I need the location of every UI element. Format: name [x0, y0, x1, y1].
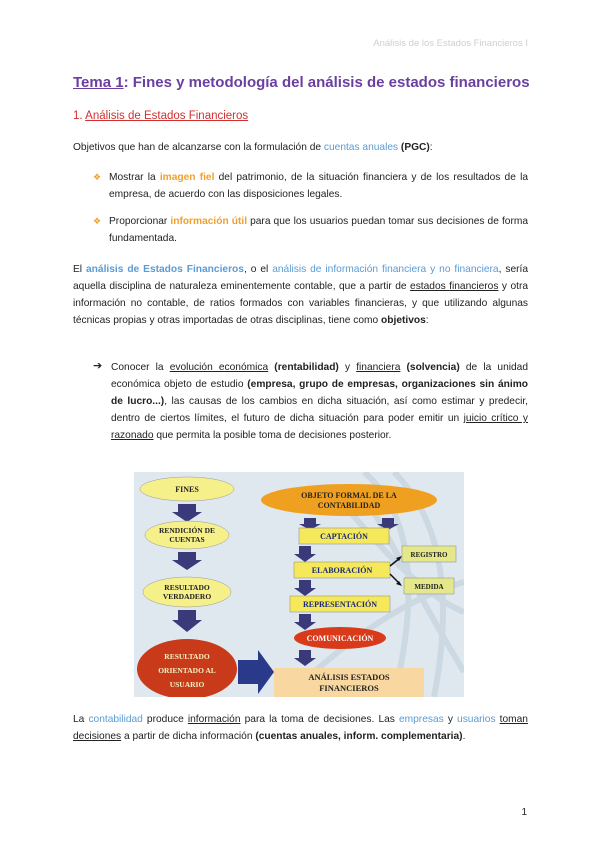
arrow-bullet-icon: ➔	[93, 360, 103, 372]
objeto-node	[261, 484, 437, 516]
down-arrow-icon	[172, 610, 202, 632]
analisis-label-2: FINANCIEROS	[319, 683, 379, 693]
elaboracion-label: ELABORACIÓN	[311, 566, 373, 575]
registro-label: REGISTRO	[410, 551, 448, 559]
medida-label: MEDIDA	[414, 583, 444, 591]
diamond-bullet-icon: ❖	[93, 216, 102, 226]
analisis-label-1: ANÁLISIS ESTADOS	[308, 672, 390, 682]
intro-paragraph: Objetivos que han de alcanzarse con la formulación de cuentas anuales (PGC):	[73, 142, 433, 153]
down-arrow-icon	[172, 552, 202, 570]
analysis-definition-paragraph: El análisis de Estados Financieros, o el análisis de información financiera y no financiera, sería aquella disciplina de naturaleza eminentemente contable, que a partir de estados financieros y otra información no contable, de ratios formados con variables financieras, y que utilizando algunas técnicas propias y otras importadas de otras disciplinas, tiene como objetivos:	[73, 264, 529, 326]
right-arrow-icon	[238, 650, 274, 694]
captacion-label: CAPTACIÓN	[320, 532, 368, 541]
running-header: Análisis de los Estados Financieros I	[373, 38, 528, 49]
orientado-label-1: RESULTADO	[164, 652, 210, 661]
section-heading: 1. Análisis de Estados Financieros	[73, 110, 249, 122]
objeto-label-2: CONTABILIDAD	[317, 501, 381, 510]
fines-label: FINES	[175, 485, 199, 494]
accounting-purpose-diagram	[134, 472, 464, 697]
down-arrow-icon	[294, 546, 316, 562]
objeto-label-1: OBJETO FORMAL DE LA	[301, 491, 397, 500]
rendicion-label-1: RENDICIÓN DE	[158, 526, 216, 535]
resultado-label-1: RESULTADO	[164, 583, 210, 592]
objective-bullet-2: Proporcionar información útil para que los usuarios puedan tomar sus decisiones de forma fundamentada.	[109, 216, 528, 244]
page-number: 1	[521, 807, 527, 818]
comunicacion-label: COMUNICACIÓN	[306, 634, 374, 643]
rendicion-label-2: CUENTAS	[169, 535, 205, 544]
objective-arrow-item: Conocer la evolución económica (rentabilidad) y financiera (solvencia) de la unidad económica objeto de estudio (empresa, grupo de empresas, organizaciones sin ánimo de lucro...), las causas de los cambios en dicha situación, así como estimar y predecir, dentro de ciertos límites, el futuro de dicha situación para poder emitir un juicio crítico y razonado que permita la posible toma de decisiones posterior.	[111, 362, 529, 441]
orientado-label-3: USUARIO	[169, 680, 205, 689]
orientado-label-2: ORIENTADO AL	[158, 666, 216, 675]
diamond-bullet-icon: ❖	[93, 172, 102, 182]
objective-bullet-1: Mostrar la imagen fiel del patrimonio, de la situación financiera y de los resultados de la empresa, de acuerdo con las disposiciones legales.	[109, 172, 529, 200]
down-arrow-icon	[172, 504, 202, 522]
representacion-label: REPRESENTACIÓN	[302, 600, 378, 609]
down-arrow-icon	[294, 580, 316, 596]
closing-paragraph: La contabilidad produce información para la toma de decisiones. Las empresas y usuarios toman decisiones a partir de dicha información (cuentas anuales, inform. complementaria).	[73, 714, 528, 742]
down-arrow-icon	[294, 614, 316, 630]
page-title: Tema 1: Fines y metodología del análisis de estados financieros	[73, 74, 530, 91]
resultado-label-2: VERDADERO	[162, 592, 212, 601]
down-arrow-icon	[294, 650, 316, 666]
